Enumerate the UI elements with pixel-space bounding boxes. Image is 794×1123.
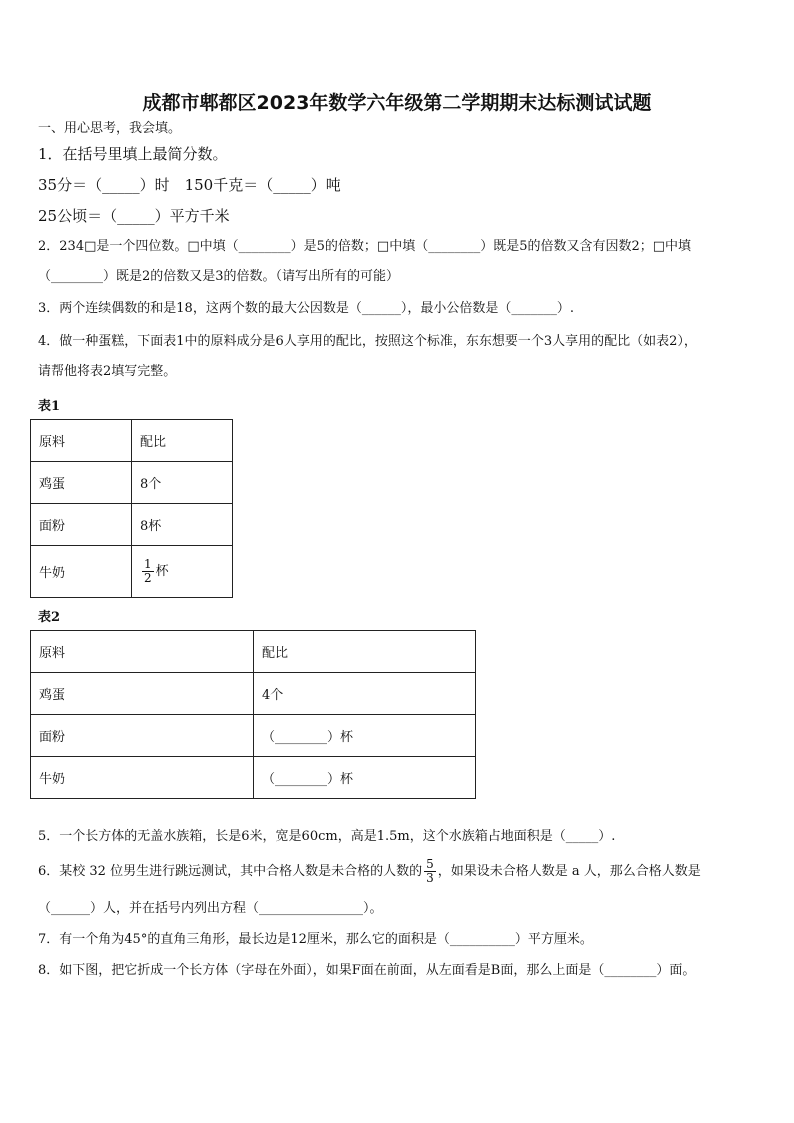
question-6-line-1 — [38, 857, 701, 887]
table-cell: 4个 — [254, 673, 476, 715]
fraction-numerator: 5 — [426, 857, 434, 871]
table-cell: 牛奶 — [31, 546, 132, 598]
page-title: 成都市郫都区2023年数学六年级第二学期期末达标测试试题 — [142, 92, 652, 114]
question-4-line-2: 请帮他将表2填写完整。 — [38, 364, 177, 379]
table-cell — [132, 546, 233, 598]
question-1-line-1: 35分＝（_____）时 150千克＝（_____）吨 — [38, 176, 341, 194]
table-row — [31, 546, 233, 598]
fraction-denominator: 3 — [426, 871, 434, 885]
table-row — [31, 462, 233, 504]
question-6-text: ，如果设未合格人数是 a 人，那么合格人数是 — [437, 864, 701, 879]
table-1-label: 表1 — [38, 399, 61, 414]
question-6-text: 6．某校 32 位男生进行跳远测试，其中合格人数是未合格的人数的 — [38, 864, 423, 879]
table-cell: 面粉 — [31, 504, 132, 546]
table-cell: 原料 — [31, 420, 132, 462]
table-cell: （________）杯 — [254, 715, 476, 757]
fraction — [424, 858, 436, 885]
table-cell: 8杯 — [132, 504, 233, 546]
table-cell: 8个 — [132, 462, 233, 504]
fraction — [142, 558, 154, 585]
table-cell: 鸡蛋 — [31, 673, 254, 715]
table-cell: 配比 — [132, 420, 233, 462]
table-2 — [30, 630, 476, 799]
question-2-line-2: （________）既是2的倍数又是3的倍数。（请写出所有的可能） — [38, 269, 400, 284]
table-1 — [30, 419, 233, 598]
question-2-line-1: 2．234□是一个四位数。□中填（________）是5的倍数；□中填（________）既是5的倍数又含有因数2；□中填 — [38, 239, 692, 254]
unit-label: 杯 — [155, 564, 169, 579]
question-8: 8．如下图，把它折成一个长方体（字母在外面），如果F面在前面，从左面看是B面，那么上面是（________）面。 — [38, 963, 696, 978]
question-7: 7．有一个角为45°的直角三角形，最长边是12厘米，那么它的面积是（__________）平方厘米。 — [38, 932, 593, 947]
fraction-denominator: 2 — [144, 571, 152, 585]
table-cell: 牛奶 — [31, 757, 254, 799]
question-1-stem: 1．在括号里填上最简分数。 — [38, 145, 228, 163]
fraction-numerator: 1 — [144, 557, 152, 571]
table-cell: 配比 — [254, 631, 476, 673]
table-row — [31, 420, 233, 462]
table-cell: 原料 — [31, 631, 254, 673]
table-row — [31, 757, 476, 799]
question-6-line-2: （______）人，并在括号内列出方程（________________）。 — [38, 901, 383, 916]
table-cell: 面粉 — [31, 715, 254, 757]
table-row — [31, 673, 476, 715]
table-2-label: 表2 — [38, 610, 61, 625]
question-5: 5．一个长方体的无盖水族箱，长是6米，宽是60cm，高是1.5m，这个水族箱占地面积是（_____）. — [38, 829, 616, 844]
table-row — [31, 631, 476, 673]
question-4-line-1: 4．做一种蛋糕，下面表1中的原料成分是6人享用的配比，按照这个标准，东东想要一个3人享用的配比（如表2）， — [38, 334, 697, 349]
table-row — [31, 715, 476, 757]
question-1-line-2: 25公顷＝（_____）平方千米 — [38, 207, 230, 225]
table-cell: 鸡蛋 — [31, 462, 132, 504]
table-row — [31, 504, 233, 546]
section-heading: 一、用心思考，我会填。 — [38, 121, 182, 136]
table-cell: （________）杯 — [254, 757, 476, 799]
question-3: 3．两个连续偶数的和是18，这两个数的最大公因数是（______），最小公倍数是（_______）. — [38, 301, 574, 316]
